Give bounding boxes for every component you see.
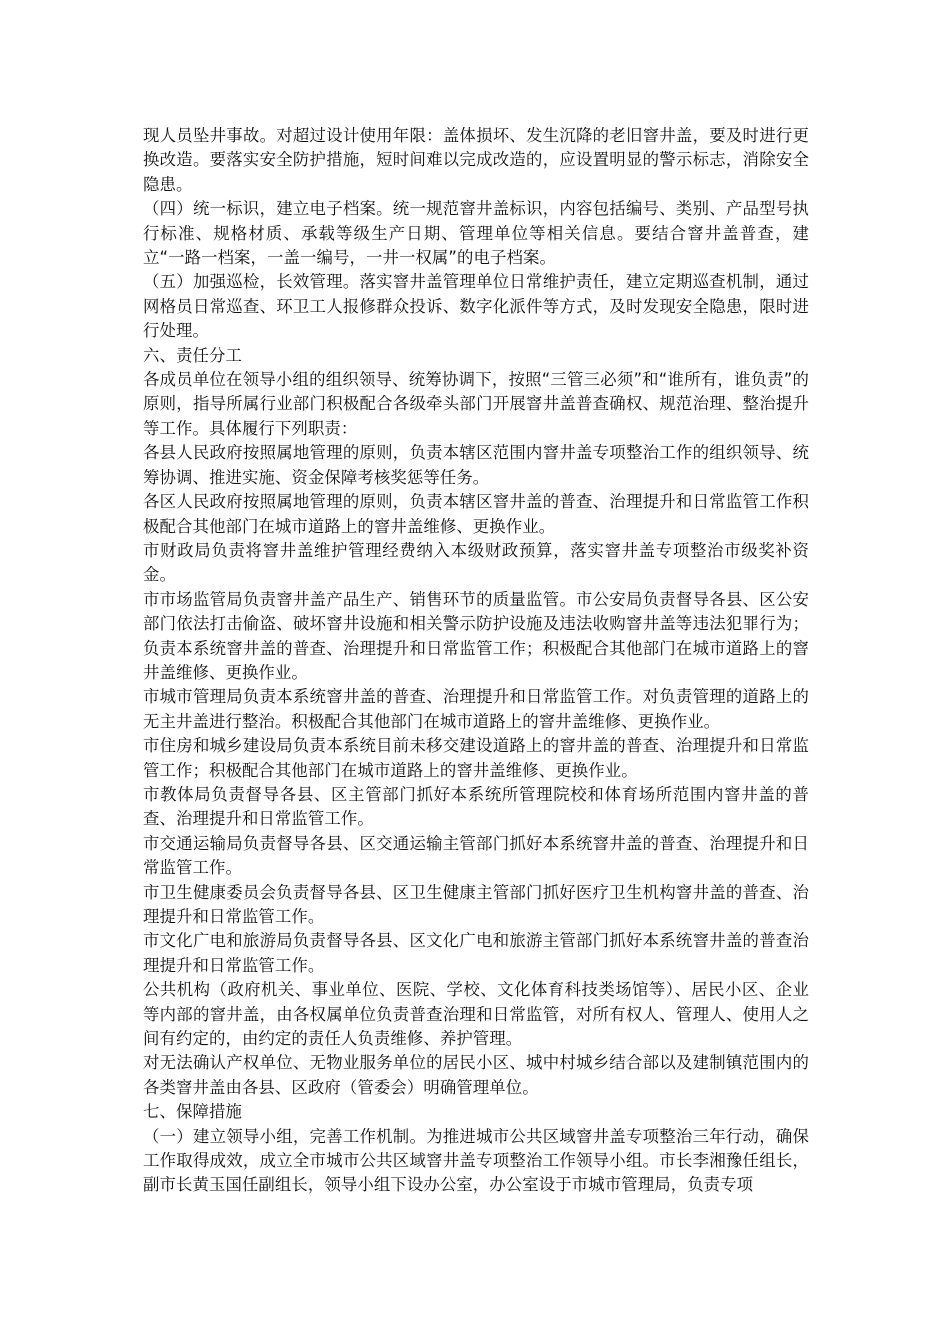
paragraph-county-governments: 各县人民政府按照属地管理的原则，负责本辖区范围内窨井盖专项整治工作的组织领导、统筹协调、推进实施、资金保障考核奖惩等任务。: [143, 443, 809, 487]
section-heading-safeguards: 七、保障措施: [143, 1102, 242, 1122]
paragraph-member-units: 各成员单位在领导小组的组织领导、统筹协调下，按照“三管三必须”和“谁所有，谁负责”的原则，指导所属行业部门积极配合各级牵头部门开展窨井盖普查确权、规范治理、整治提升等工作。具体履行下列职责：: [143, 370, 809, 438]
paragraph-unified-marking: （四）统一标识，建立电子档案。统一规范窨井盖标识，内容包括编号、类别、产品型号执行标准、规格材质、承载等级生产日期、管理单位等相关信息。要结合窨井盖普查，建立“一路一档案，一盖一编号，一井一权属”的电子档案。: [143, 199, 809, 268]
paragraph-transportation: 市交通运输局负责督导各县、区交通运输主管部门抓好本系统窨井盖的普查、治理提升和日常监管工作。: [143, 833, 809, 878]
paragraph-urban-management: 市城市管理局负责本系统窨井盖的普查、治理提升和日常监管工作。对负责管理的道路上的无主井盖进行整治。积极配合其他部门在城市道路上的窨井盖维修、更换作业。: [143, 687, 809, 731]
paragraph-health-commission: 市卫生健康委员会负责督导各县、区卫生健康主管部门抓好医疗卫生机构窨井盖的普查、治理提升和日常监管工作。: [143, 882, 809, 926]
paragraph-safety-hazards: 现人员坠井事故。对超过设计使用年限：盖体损坏、发生沉降的老旧窨井盖，要及时进行更换改造。要落实安全防护措施，短时间难以完成改造的，应设置明显的警示标志，消除安全隐患。: [143, 126, 809, 194]
paragraph-market-regulation-police: 市市场监管局负责窨井盖产品生产、销售环节的质量监管。市公安局负责督导各县、区公安部门依法打击偷盗、破坏窨井设施和相关警示防护设施及违法收购窨井盖等违法犯罪行为；负责本系统窨井盖的普查、治理提升和日常监管工作；积极配合其他部门在城市道路上的窨井盖维修、更换作业。: [143, 589, 809, 682]
document-body: [143, 124, 809, 1198]
paragraph-patrol-inspection: （五）加强巡检，长效管理。落实窨井盖管理单位日常维护责任，建立定期巡查机制，通过网格员日常巡查、环卫工人报修群众投诉、数字化派件等方式，及时发现安全隐患，限时进行处理。: [143, 272, 809, 341]
paragraph-housing-construction: 市住房和城乡建设局负责本系统目前未移交建设道路上的窨井盖的普查、治理提升和日常监管工作；积极配合其他部门在城市道路上的窨井盖维修、更换作业。: [143, 736, 809, 780]
paragraph-unidentified-ownership: 对无法确认产权单位、无物业服务单位的居民小区、城中村城乡结合部以及建制镇范围内的各类窨井盖由各县、区政府（管委会）明确管理单位。: [143, 1053, 809, 1097]
paragraph-district-governments: 各区人民政府按照属地管理的原则，负责本辖区窨井盖的普查、治理提升和日常监管工作积极配合其他部门在城市道路上的窨井盖维修、更换作业。: [143, 492, 809, 536]
paragraph-education-sports: 市教体局负责督导各县、区主管部门抓好本系统所管理院校和体育场所范围内窨井盖的普查、治理提升和日常监管工作。: [143, 784, 809, 829]
section-heading-responsibilities: 六、责任分工: [143, 345, 242, 365]
paragraph-public-institutions: 公共机构（政府机关、事业单位、医院、学校、文化体育科技类场馆等）、居民小区、企业等内部的窨井盖，由各权属单位负责普查治理和日常监管，对所有权人、管理人、使用人之间有约定的，由约定的责任人负责维修、养护管理。: [143, 980, 809, 1049]
paragraph-culture-tourism: 市文化广电和旅游局负责督导各县、区文化广电和旅游主管部门抓好本系统窨井盖的普查治理提升和日常监管工作。: [143, 931, 809, 975]
paragraph-finance-bureau: 市财政局负责将窨井盖维护管理经费纳入本级财政预算，落实窨井盖专项整治市级奖补资金。: [143, 540, 809, 585]
paragraph-leading-group: （一）建立领导小组，完善工作机制。为推进城市公共区域窨井盖专项整治三年行动，确保工作取得成效，成立全市城市公共区域窨井盖专项整治工作领导小组。市长李湘豫任组长，副市长黄玉国任副组长，领导小组下设办公室，办公室设于市城市管理局，负责专项: [143, 1126, 809, 1195]
